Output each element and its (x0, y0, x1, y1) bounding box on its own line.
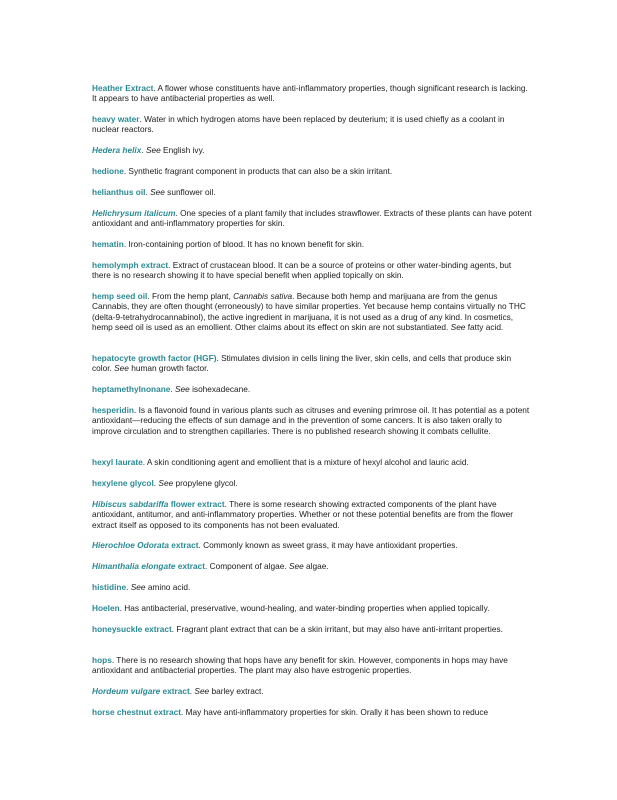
glossary-entry (92, 353, 532, 374)
entry-definition: . A flower whose constituents have anti-inflammatory properties, though significant research is lacking. It appears to have antibacterial properties as well. (92, 83, 528, 104)
entry-term: heavy water (92, 114, 140, 124)
see-reference: See (450, 322, 466, 333)
glossary-entry (92, 405, 532, 436)
entry-term: histidine (92, 582, 127, 592)
entry-definition: . There is some research showing extracted components of the plant have antioxidant, antitumor, and anti-inflammatory properties. Whether or not these potential benefits are from the flower extract itself as opposed to its components has not been evaluated. (92, 499, 514, 530)
see-reference: See (130, 582, 146, 592)
glossary-entry (92, 624, 532, 634)
entry-definition: human growth factor. (128, 363, 209, 374)
glossary-entry: hexylene glycol. See propylene glycol. (92, 478, 238, 488)
entry-definition: . Commonly known as sweet grass, it may have antioxidant properties. (198, 540, 458, 550)
entry-definition: isohexadecane. (189, 384, 251, 394)
see-reference: See (114, 363, 129, 374)
entry-definition: propylene glycol. (173, 478, 238, 488)
entry-term: hemp seed oil (92, 291, 148, 301)
entry-term: flower extract (168, 499, 225, 509)
entry-term: hematin (92, 239, 124, 249)
entry-definition: algae. (303, 561, 329, 571)
see-reference: See (145, 145, 161, 155)
entry-term: Hibiscus sabdariffa (92, 499, 169, 509)
entry-term: Helichrysum italicum (92, 208, 176, 218)
entry-definition: . One species of a plant family that includes strawflower. Extracts of these plants can have potent antioxidant and anti-inflammatory properties for skin. (92, 208, 532, 229)
entry-term: Hordeum vulgare (92, 686, 161, 696)
entry-definition: . Fragrant plant extract that can be a skin irritant, but may also have anti-irritant properties. (171, 624, 503, 634)
glossary-entry (92, 166, 532, 176)
entry-definition: . From the hemp plant, (147, 291, 234, 301)
entry-definition: . Water in which hydrogen atoms have been replaced by deuterium; it is used chiefly as a coolant in nuclear reactors. (92, 114, 505, 135)
entry-term: extract (175, 561, 205, 571)
entry-definition: . There is no research showing that hops have any benefit for skin. However, components in hops may have antioxidant and antibacterial properties. The plant may also have estrogenic properties. (92, 655, 508, 676)
see-reference: See (288, 561, 304, 571)
glossary-entry (92, 114, 532, 135)
see-reference: See (194, 686, 210, 696)
entry-term: honeysuckle extract (92, 624, 172, 634)
entry-term: Himanthalia elongate (92, 561, 176, 571)
entry-definition: . Extract of crustacean blood. It can be a source of proteins or other water-binding agents, but there is no research showing it to have special benefit when applied topically on skin. (92, 260, 512, 281)
see-reference: See (150, 187, 165, 197)
entry-term: Hierochloe Odorata (92, 540, 169, 550)
entry-term: Heather Extract (92, 83, 154, 93)
glossary-entry: heptamethylnonane. See isohexadecane. (92, 384, 251, 394)
entry-term: hepatocyte growth factor (HGF) (92, 353, 217, 363)
entry-definition: . May have anti-inflammatory properties for skin. Orally it has been shown to reduce (181, 707, 489, 717)
entry-term: hexylene glycol (92, 478, 154, 488)
glossary-entry (92, 291, 532, 333)
glossary-entry: Hedera helix. See English ivy. (92, 145, 205, 155)
glossary-entry (92, 561, 532, 571)
entry-definition: barley extract. (209, 686, 264, 696)
see-reference: See (158, 478, 174, 488)
entry-term: extract (169, 540, 199, 550)
entry-latin-name: Cannabis sativa (233, 291, 293, 301)
entry-definition: English ivy. (160, 145, 205, 155)
entry-definition: fatty acid. (465, 322, 504, 333)
entry-term: heptamethylnonane (92, 384, 171, 394)
entry-term: hemolymph extract (92, 260, 169, 270)
glossary-entry: histidine. See amino acid. (92, 582, 191, 592)
glossary-entry (92, 707, 532, 717)
entry-term: helianthus oil (92, 187, 146, 197)
entry-definition: . Because both hemp and marijuana are from the genus Cannabis, they are often thought (erroneously) to have similar properties. Yet because hemp contains virtually no THC (delta-9-tetrahydrocannabinol), the active ingredient in marijuana, it is not used as a drug of any kind. In cosmetics, hemp seed oil is used as an emollient. Other claims about its effect on skin are not substantiated. (92, 291, 526, 333)
glossary-entry (92, 260, 532, 281)
entry-definition: . Component of algae. (204, 561, 289, 571)
entry-definition: sunflower oil. (164, 187, 216, 197)
glossary-entry (92, 655, 532, 676)
entry-definition: . Iron-containing portion of blood. It has no known benefit for skin. (123, 239, 365, 249)
glossary-entry (92, 208, 532, 229)
entry-term: hedione (92, 166, 124, 176)
glossary-entry (92, 540, 532, 550)
glossary-entry (92, 83, 532, 104)
glossary-entry (92, 603, 532, 613)
entry-term: hesperidin (92, 405, 134, 415)
entry-definition: . Has antibacterial, preservative, wound-healing, and water-binding properties when applied topically. (119, 603, 490, 613)
glossary-entry: Hordeum vulgare extract. See barley extract. (92, 686, 264, 696)
entry-term: Hedera helix (92, 145, 142, 155)
see-reference: See (175, 384, 190, 394)
glossary-entry: helianthus oil. See sunflower oil. (92, 187, 216, 197)
entry-definition: . A skin conditioning agent and emollient that is a mixture of hexyl alcohol and lauric acid. (142, 457, 469, 467)
entry-term: extract (160, 686, 190, 696)
glossary-entry (92, 457, 532, 467)
entry-term: horse chestnut extract (92, 707, 181, 717)
entry-term: hops (92, 655, 112, 665)
glossary-entry (92, 239, 532, 249)
entry-term: hexyl laurate (92, 457, 143, 467)
glossary-entry (92, 499, 532, 530)
entry-definition: . Is a flavonoid found in various plants such as citruses and evening primrose oil. It has potential as a potent antioxidant—reducing the effects of sun damage and in the prevention of some cancers. It is also taken orally to improve circulation and to strengthen capillaries. There is no published research showing it combats cellulite. (92, 405, 530, 436)
entry-definition: . Synthetic fragrant component in products that can also be a skin irritant. (123, 166, 393, 176)
entry-definition: amino acid. (145, 582, 191, 592)
entry-definition: . Stimulates division in cells lining the liver, skin cells, and cells that produce skin color. (92, 353, 512, 374)
entry-term: Hoelen (92, 603, 120, 613)
